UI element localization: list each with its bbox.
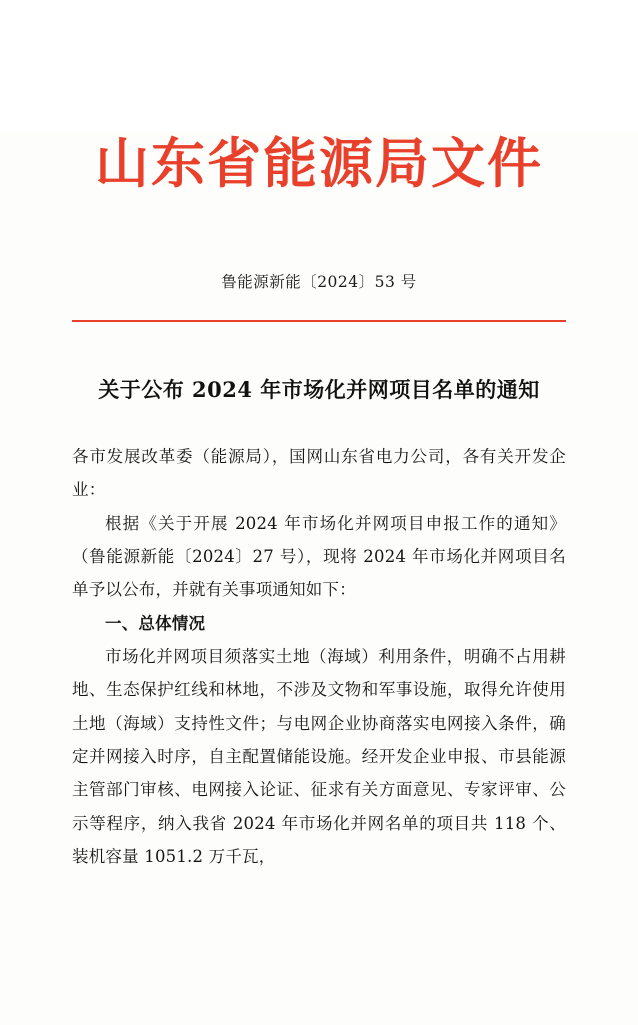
document-body [72, 440, 566, 873]
document-masthead: 山东省能源局文件 [95, 131, 543, 195]
red-divider-rule [72, 320, 566, 322]
recipients-line: 各市发展改革委（能源局），国网山东省电力公司，各有关开发企业： [72, 447, 566, 500]
paragraph-2: 市场化并网项目须落实土地（海域）利用条件，明确不占用耕地、生态保护红线和林地，不涉及文物和军事设施，取得允许使用土地（海域）支持性文件；与电网企业协商落实电网接入条件，确定并网接入时序，自主配置储能设施。经开发企业申报、市县能源主管部门审核、电网接入论证、征求有关方面意见、专家评审、公示等程序，纳入我省 2024 年市场化并网名单的项目共 118 个、装机容量 1051.2 万千瓦， [72, 647, 566, 867]
paragraph-1: 根据《关于开展 2024 年市场化并网项目申报工作的通知》（鲁能源新能〔2024〕27 号），现将 2024 年市场化并网项目名单予以公布，并就有关事项通知如下： [72, 513, 566, 600]
section-1-heading: 一、总体情况 [105, 613, 206, 633]
document-number: 鲁能源新能〔2024〕53 号 [221, 273, 417, 292]
document-title: 关于公布 2024 年市场化并网项目名单的通知 [98, 377, 540, 403]
document-page [0, 132, 638, 1025]
